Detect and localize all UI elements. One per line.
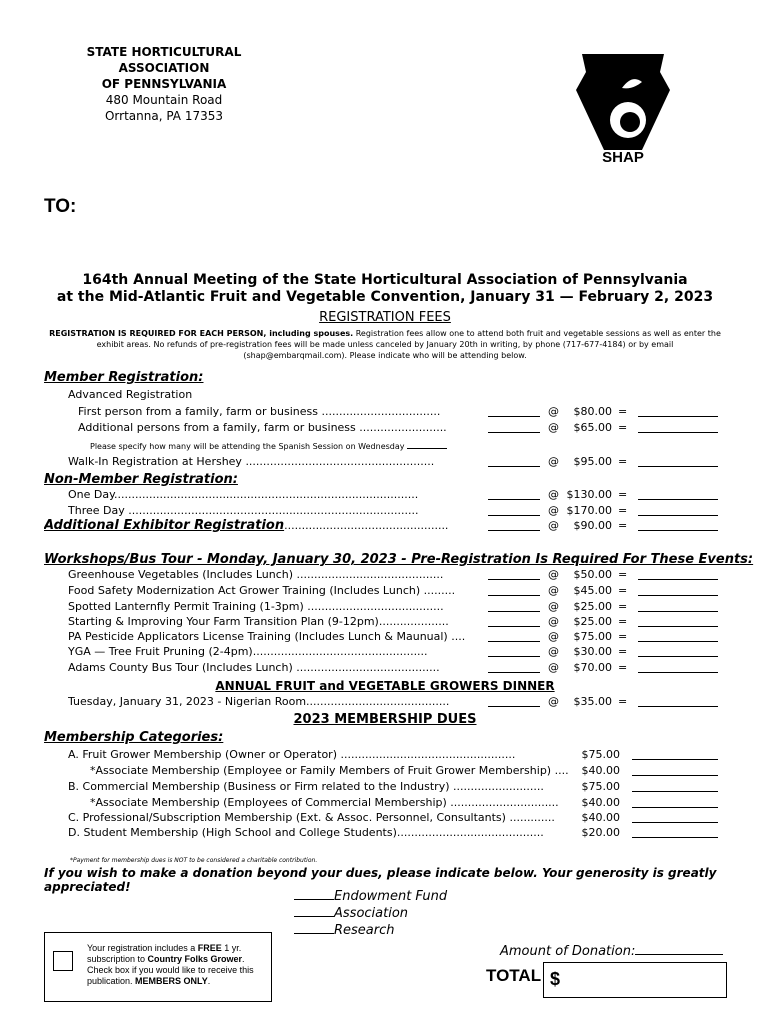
- fee-label: Tuesday, January 31, 2023 - Nigerian Room.........................................: [68, 695, 450, 708]
- subscription-members-only: MEMBERS ONLY: [135, 976, 208, 986]
- subscription-publication: Country Folks Grower: [147, 954, 243, 964]
- quantity-field[interactable]: [488, 455, 540, 467]
- membership-price: $40.00: [581, 764, 620, 777]
- spanish-session-note: [90, 440, 447, 451]
- quantity-field[interactable]: [488, 630, 540, 642]
- fee-price: $170.00: [566, 504, 612, 517]
- org-name-line1: STATE HORTICULTURAL ASSOCIATION: [86, 45, 242, 75]
- fee-row: [0, 600, 770, 614]
- line-total-field[interactable]: [638, 568, 718, 580]
- quantity-field[interactable]: [488, 421, 540, 433]
- membership-total-field[interactable]: [632, 795, 718, 808]
- quantity-field[interactable]: [488, 661, 540, 673]
- line-total-field[interactable]: [638, 421, 718, 433]
- fee-row: [0, 645, 770, 659]
- donation-amount-field[interactable]: [635, 942, 723, 955]
- at-sign: @: [548, 455, 559, 468]
- fee-label: Greenhouse Vegetables (Includes Lunch) ..........................................: [68, 568, 444, 581]
- fee-row: [0, 519, 770, 533]
- at-sign: @: [548, 645, 559, 658]
- dinner-heading: ANNUAL FRUIT and VEGETABLE GROWERS DINNER: [215, 679, 555, 693]
- quantity-field[interactable]: [488, 695, 540, 707]
- fee-row: [0, 504, 770, 518]
- membership-row: [0, 763, 770, 778]
- exhibitor-label: Additional Exhibitor Registration: [44, 519, 285, 533]
- non-member-registration-heading: Non-Member Registration:: [44, 472, 238, 487]
- fee-label: YGA — Tree Fruit Pruning (2-4pm)..................................................: [68, 645, 428, 658]
- fee-price: $65.00: [573, 421, 612, 434]
- fee-label: PA Pesticide Applicators License Training (Includes Lunch & Maunual) ....: [68, 630, 466, 643]
- fund-label: Endowment Fund: [334, 889, 448, 904]
- fee-label: Three Day ...................................................................................: [68, 504, 419, 517]
- line-total-field[interactable]: [638, 645, 718, 657]
- fee-price: $90.00: [573, 519, 612, 532]
- line-total-field[interactable]: [638, 519, 718, 531]
- line-total-field[interactable]: [638, 504, 718, 516]
- equals-sign: =: [618, 661, 628, 674]
- fee-price: $30.00: [573, 645, 612, 658]
- membership-price: $40.00: [581, 796, 620, 809]
- quantity-field[interactable]: [488, 615, 540, 627]
- subscription-text-d: .: [207, 976, 211, 986]
- notice-bold: REGISTRATION IS REQUIRED FOR EACH PERSON, including spouses.: [49, 329, 354, 338]
- equals-sign: =: [618, 504, 628, 517]
- fee-price: $80.00: [573, 405, 612, 418]
- fee-price: $70.00: [573, 661, 612, 674]
- donation-amount: [500, 942, 723, 959]
- donation-amount-label: Amount of Donation:: [500, 944, 636, 959]
- fee-label: Walk-In Registration at Hershey ......................................................: [68, 455, 435, 468]
- member-registration-heading: Member Registration:: [44, 370, 204, 385]
- fee-row: [0, 584, 770, 598]
- quantity-field[interactable]: [488, 600, 540, 612]
- equals-sign: =: [618, 615, 628, 628]
- at-sign: @: [548, 519, 559, 532]
- fee-row: [0, 695, 770, 709]
- equals-sign: =: [618, 488, 628, 501]
- workshops-heading: Workshops/Bus Tour - Monday, January 30, 2023 - Pre-Registration Is Required For These Events:: [44, 552, 754, 567]
- at-sign: @: [548, 568, 559, 581]
- membership-label: B. Commercial Membership (Business or Firm related to the Industry) ..........................: [68, 780, 544, 793]
- fee-row: [0, 615, 770, 629]
- at-sign: @: [548, 405, 559, 418]
- subscription-text-c: . Check box if you would like to receive this publication.: [87, 954, 254, 986]
- total-field[interactable]: [543, 962, 727, 998]
- quantity-field[interactable]: [488, 584, 540, 596]
- registration-notice: [44, 328, 726, 361]
- spanish-session-count-field[interactable]: [407, 440, 447, 449]
- line-total-field[interactable]: [638, 600, 718, 612]
- membership-label: C. Professional/Subscription Membership (Ext. & Assoc. Personnel, Consultants) .............: [68, 811, 555, 824]
- quantity-field[interactable]: [488, 645, 540, 657]
- address-street: 480 Mountain Road: [105, 93, 223, 107]
- equals-sign: =: [618, 630, 628, 643]
- line-total-field[interactable]: [638, 695, 718, 707]
- membership-row: [0, 795, 770, 810]
- fund-label: Association: [334, 906, 409, 921]
- equals-sign: =: [618, 600, 628, 613]
- membership-label: A. Fruit Grower Membership (Owner or Operator) ..................................................: [68, 748, 516, 761]
- subscription-text-b: 1 yr. subscription to: [87, 943, 242, 964]
- at-sign: @: [548, 615, 559, 628]
- line-total-field[interactable]: [638, 488, 718, 500]
- membership-total-field[interactable]: [632, 779, 718, 792]
- notice-text: Registration fees allow one to attend both fruit and vegetable sessions as well as enter the exhibit areas. No refunds of pre-registration fees will be made unless canceled by January 20th in writing, by phone (717-677-4184) or by email (shap@embarqmail.com). Please indicate who will be attending below.: [96, 329, 721, 360]
- fee-row: [0, 630, 770, 644]
- fee-row: [0, 405, 770, 419]
- membership-label: *Associate Membership (Employee or Family Members of Fruit Grower Membership) ....: [90, 764, 569, 777]
- subscription-checkbox[interactable]: [53, 951, 73, 971]
- membership-total-field[interactable]: [632, 763, 718, 776]
- title-line1: 164th Annual Meeting of the State Horticultural Association of Pennsylvania: [82, 272, 688, 288]
- org-name-line2: OF PENNSYLVANIA: [101, 77, 227, 91]
- fee-label: Starting & Improving Your Farm Transition Plan (9-12pm)....................: [68, 615, 449, 628]
- subscription-text: [87, 943, 265, 987]
- association-address: [44, 44, 284, 124]
- quantity-field[interactable]: [488, 519, 540, 531]
- fee-row: [0, 488, 770, 502]
- at-sign: @: [548, 421, 559, 434]
- membership-price: $40.00: [581, 811, 620, 824]
- equals-sign: =: [618, 519, 628, 532]
- membership-label: *Associate Membership (Employees of Commercial Membership) ...............................: [90, 796, 559, 809]
- membership-price: $75.00: [581, 748, 620, 761]
- title-line2: at the Mid-Atlantic Fruit and Vegetable Convention, January 31 — February 2, 2023: [56, 289, 714, 305]
- fee-price: $25.00: [573, 600, 612, 613]
- to-label: TO:: [44, 196, 77, 217]
- line-total-field[interactable]: [638, 455, 718, 467]
- exhibitor-label-wrap: [44, 519, 478, 533]
- fee-price: $25.00: [573, 615, 612, 628]
- quantity-field[interactable]: [488, 488, 540, 500]
- equals-sign: =: [618, 645, 628, 658]
- fee-label: First person from a family, farm or business ..................................: [78, 405, 441, 418]
- association-blank-field[interactable]: [294, 905, 334, 917]
- equals-sign: =: [618, 584, 628, 597]
- membership-categories-heading: Membership Categories:: [44, 730, 224, 745]
- fee-label: One Day.......................................................................................: [68, 488, 419, 501]
- fund-research: [294, 922, 395, 938]
- shap-logo: [570, 50, 676, 165]
- fee-label: Adams County Bus Tour (Includes Lunch) .........................................: [68, 661, 440, 674]
- fee-row: [0, 661, 770, 675]
- membership-label: D. Student Membership (High School and College Students)..........................................: [68, 826, 544, 839]
- membership-price: $75.00: [581, 780, 620, 793]
- line-total-field[interactable]: [638, 615, 718, 627]
- line-total-field[interactable]: [638, 405, 718, 417]
- fund-label: Research: [334, 923, 395, 938]
- equals-sign: =: [618, 568, 628, 581]
- payment-note: *Payment for membership dues is NOT to be considered a charitable contribution.: [70, 857, 318, 864]
- fund-endowment: [294, 888, 447, 904]
- subscription-text-a: Your registration includes a: [87, 943, 198, 953]
- total-label: TOTAL: [486, 966, 542, 985]
- subscription-free: FREE: [197, 943, 222, 953]
- membership-row: [0, 747, 770, 762]
- at-sign: @: [548, 661, 559, 674]
- quantity-field[interactable]: [488, 405, 540, 417]
- logo-text: SHAP: [602, 149, 644, 165]
- line-total-field[interactable]: [638, 630, 718, 642]
- at-sign: @: [548, 630, 559, 643]
- membership-dues-heading: 2023 MEMBERSHIP DUES: [293, 712, 477, 727]
- fee-price: $75.00: [573, 630, 612, 643]
- membership-total-field[interactable]: [632, 825, 718, 838]
- equals-sign: =: [618, 455, 628, 468]
- equals-sign: =: [618, 421, 628, 434]
- research-blank-field[interactable]: [294, 922, 334, 934]
- fee-label: Additional persons from a family, farm or business .........................: [78, 421, 447, 434]
- line-total-field[interactable]: [638, 661, 718, 673]
- fee-price: $130.00: [566, 488, 612, 501]
- quantity-field[interactable]: [488, 568, 540, 580]
- at-sign: @: [548, 584, 559, 597]
- fee-price: $50.00: [573, 568, 612, 581]
- spanish-session-text: Please specify how many will be attending the Spanish Session on Wednesday: [90, 442, 405, 451]
- at-sign: @: [548, 504, 559, 517]
- address-city: Orrtanna, PA 17353: [104, 109, 224, 123]
- membership-row: [0, 825, 770, 840]
- fee-price: $95.00: [573, 455, 612, 468]
- at-sign: @: [548, 488, 559, 501]
- at-sign: @: [548, 695, 559, 708]
- equals-sign: =: [618, 695, 628, 708]
- fee-row: [0, 421, 770, 435]
- fee-price: $35.00: [573, 695, 612, 708]
- membership-total-field[interactable]: [632, 810, 718, 823]
- fee-label: Spotted Lanternfly Permit Training (1-3pm) .......................................: [68, 600, 444, 613]
- endowment-blank-field[interactable]: [294, 888, 334, 900]
- fund-association: [294, 905, 408, 921]
- fee-label: Food Safety Modernization Act Grower Training (Includes Lunch) .........: [68, 584, 456, 597]
- equals-sign: =: [618, 405, 628, 418]
- quantity-field[interactable]: [488, 504, 540, 516]
- fee-price: $45.00: [573, 584, 612, 597]
- total-currency: $: [550, 969, 561, 989]
- membership-price: $20.00: [581, 826, 620, 839]
- advanced-registration-label: Advanced Registration: [68, 388, 193, 401]
- fee-row: [0, 455, 770, 469]
- exhibitor-dots: ...............................................: [284, 519, 449, 532]
- meeting-title: [44, 272, 726, 306]
- at-sign: @: [548, 600, 559, 613]
- subscription-box: [44, 932, 272, 1002]
- line-total-field[interactable]: [638, 584, 718, 596]
- membership-row: [0, 810, 770, 825]
- membership-row: [0, 779, 770, 794]
- donation-question: If you wish to make a donation beyond your dues, please indicate below. Your generosity is greatly appreciated!: [44, 866, 717, 894]
- fee-row: [0, 568, 770, 582]
- membership-total-field[interactable]: [632, 747, 718, 760]
- registration-fees-heading: REGISTRATION FEES: [319, 310, 451, 325]
